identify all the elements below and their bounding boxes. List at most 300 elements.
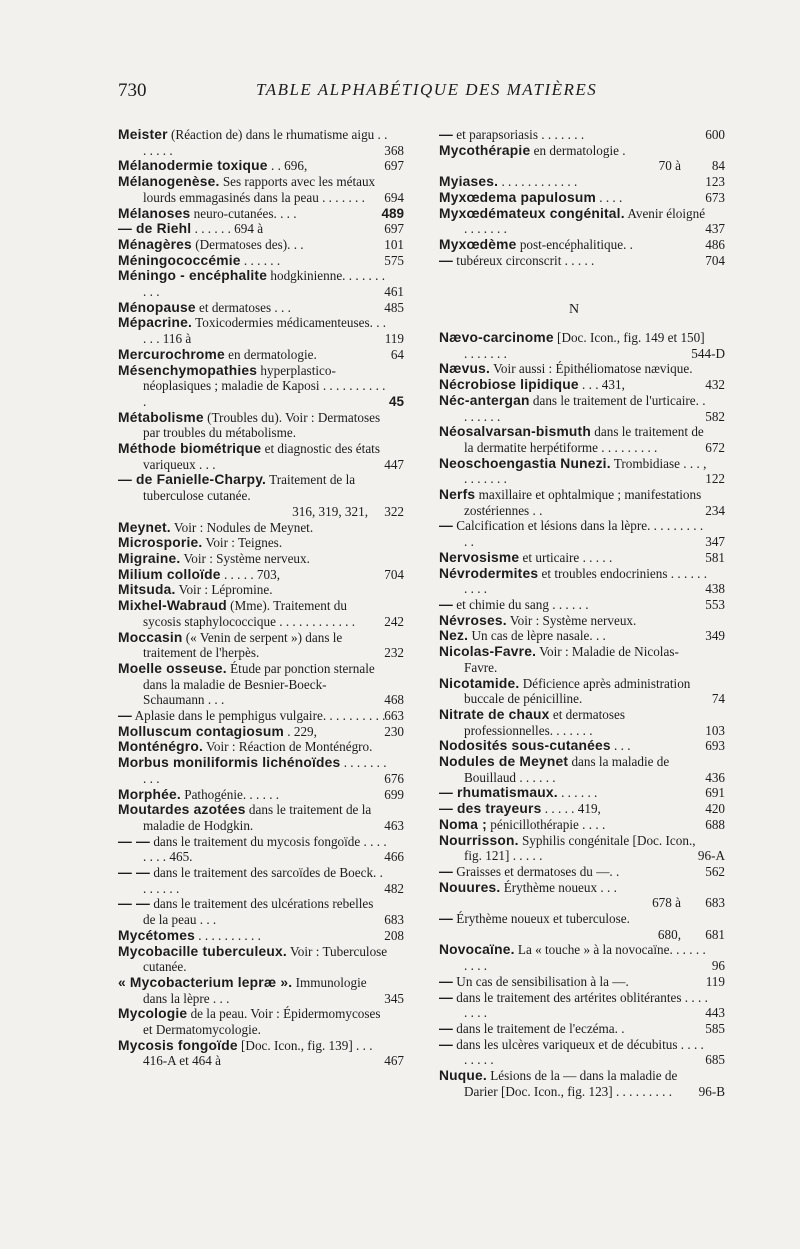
- index-entry: [118, 708, 404, 724]
- entry-page: 96-B: [698, 1083, 725, 1099]
- index-entry: [118, 205, 404, 222]
- entry-page: 208: [384, 927, 404, 943]
- entry-page: 485: [384, 299, 404, 315]
- entry-term: Microsporie.: [118, 535, 203, 551]
- entry-text: pénicillothérapie . . . .: [490, 816, 606, 832]
- entry-page: 697: [384, 158, 404, 174]
- index-entry: [118, 158, 404, 174]
- entry-text: Déficience après administration buccale de pénicilline.: [464, 675, 691, 707]
- entry-term: Nez.: [439, 628, 469, 644]
- entry-term: Mélanodermie toxique: [118, 158, 268, 174]
- entry-term: —: [118, 708, 132, 724]
- entry-page-range: [464, 895, 725, 911]
- entry-page: 119: [384, 331, 404, 347]
- entry-text: La « touche » à la novocaïne. . . . . . . . . .: [464, 942, 706, 974]
- index-entry: [118, 346, 404, 363]
- entry-term: Meynet.: [118, 519, 171, 535]
- index-entry: [439, 549, 725, 566]
- entry-text: Érythème noueux . . .: [503, 879, 617, 895]
- entry-term: Névrodermites: [439, 565, 539, 581]
- index-entry: [439, 989, 725, 1021]
- entry-term: — —: [118, 833, 151, 849]
- entry-text: (Dermatoses des). . .: [195, 236, 304, 252]
- entry-text: et dermatoses . . .: [199, 299, 291, 315]
- index-entry: [118, 582, 388, 598]
- entry-term: Nicolas-Favre.: [439, 644, 537, 660]
- entry-text: Voir : Système nerveux.: [183, 550, 310, 566]
- entry-text: Calcification et lésions dans la lèpre. . . . . . . . . . .: [456, 518, 704, 550]
- index-entry: [439, 816, 725, 833]
- page-number: 730: [118, 80, 147, 101]
- entry-term: Nervosisme: [439, 549, 520, 565]
- index-entry: [439, 377, 725, 393]
- entry-page: 697: [384, 221, 404, 237]
- index-entry: [439, 189, 725, 206]
- entry-text: (« Venin de serpent ») dans le traitement de l'herpès.: [143, 629, 343, 661]
- entry-page: 101: [384, 236, 404, 252]
- entry-term: Néosalvarsan-bismuth: [439, 424, 591, 440]
- index-entry: [118, 896, 404, 928]
- entry-text: maxillaire et ophtalmique ; manifestations zostériennes . .: [464, 487, 702, 518]
- entry-text: . . . . . . . . . .: [143, 755, 387, 786]
- entry-text: Voir : Maladie de Nicolas-Favre.: [464, 644, 679, 675]
- entry-text: Avenir éloigné . . . . . . .: [464, 205, 706, 237]
- index-entry: [439, 738, 725, 754]
- entry-text: de la peau. Voir : Épidermomycoses et Dermatomycologie.: [143, 1006, 381, 1038]
- entry-text: . . . 431,: [582, 377, 625, 393]
- entry-term: Mercurochrome: [118, 346, 225, 362]
- entry-text: et dermatoses professionnelles. . . . . . .: [464, 706, 625, 738]
- entry-page: 704: [705, 252, 725, 268]
- m-entries-continued: [439, 127, 725, 268]
- index-entry: [118, 520, 388, 536]
- entry-page: 468: [384, 692, 404, 708]
- entry-term: —: [439, 252, 453, 268]
- index-entry: [439, 973, 725, 990]
- entry-text: Voir : Lépromine.: [178, 582, 273, 598]
- entry-text: en dermatologie .: [533, 142, 626, 158]
- index-entry: [439, 879, 725, 911]
- entry-term: —: [439, 127, 453, 142]
- entry-text: Érythème noueux et tuberculose.: [456, 911, 630, 927]
- index-entry: [118, 833, 404, 865]
- index-entry: [118, 755, 404, 786]
- entry-text: hyperplastico-néoplasiques ; maladie de Kaposi . . . . . . . . . . .: [143, 362, 386, 409]
- entry-text: . . . .: [599, 189, 623, 205]
- entry-term: —: [439, 518, 453, 534]
- index-entry: [439, 942, 725, 974]
- running-header: [118, 80, 718, 104]
- index-entry: [118, 660, 404, 708]
- entry-term: Morbus moniliformis lichénoïdes: [118, 755, 341, 771]
- index-entry: [118, 299, 404, 316]
- entry-term: Meister: [118, 127, 168, 142]
- index-entry: [118, 1037, 404, 1069]
- index-entry: [118, 252, 404, 269]
- index-entry: [118, 865, 404, 896]
- entry-text: Étude par ponction sternale dans la maladie de Besnier-Boeck-Schaumann . . .: [143, 660, 375, 708]
- entry-term: — de Fanielle-Charpy.: [118, 472, 267, 488]
- entry-page: 96: [711, 958, 725, 974]
- entry-term: Nuque.: [439, 1068, 487, 1084]
- index-entry: [439, 754, 725, 785]
- entry-term: Névroses.: [439, 612, 507, 628]
- entry-term: Mycothérapie: [439, 142, 531, 158]
- entry-page-prefix: 678 à: [652, 895, 681, 911]
- entry-page: 482: [384, 880, 404, 896]
- entry-page: 347: [705, 534, 725, 550]
- entry-text: [Doc. Icon., fig. 139] . . . 416-A et 464 à: [143, 1037, 373, 1069]
- entry-page: 553: [705, 596, 725, 612]
- index-entry: [118, 598, 404, 629]
- entry-text: dans la maladie de Bouillaud . . . . . .: [464, 754, 670, 785]
- entry-term: Moutardes azotées: [118, 802, 246, 818]
- entry-page: 673: [705, 189, 725, 205]
- entry-text: et urticaire . . . . .: [522, 549, 613, 565]
- entry-term: Monténégro.: [118, 739, 203, 755]
- entry-term: Méningo - encéphalite: [118, 268, 268, 284]
- entry-term: — —: [118, 896, 151, 912]
- entry-text: (Mme). Traitement du sycosis staphylococcique . . . . . . . . . . . .: [143, 598, 356, 629]
- entry-page: 694: [384, 189, 404, 205]
- entry-term: Novocaïne.: [439, 942, 515, 958]
- entry-term: Néc-antergan: [439, 392, 530, 408]
- index-entry: [439, 832, 725, 864]
- index-entry: [118, 221, 404, 237]
- entry-page: 96-A: [697, 848, 725, 864]
- entry-text: dans les ulcères variqueux et de décubitus . . . . . . . . .: [456, 1036, 704, 1068]
- entry-page-range: [464, 158, 725, 174]
- entry-term: Nécrobiose lipidique: [439, 377, 579, 393]
- entry-text: . . . . . .: [561, 785, 598, 801]
- entry-page: 45: [388, 393, 404, 409]
- left-column: [118, 127, 404, 1069]
- entry-page: 436: [705, 769, 725, 785]
- entry-term: Myxœdémateux congénital.: [439, 205, 625, 221]
- entry-page: 64: [390, 346, 404, 362]
- entry-term: Mycosis fongoïde: [118, 1037, 238, 1053]
- entry-page: 489: [381, 205, 404, 221]
- entry-text: Immunologie dans la lèpre . . .: [143, 974, 367, 1006]
- entry-text: Lésions de la — dans la maladie de Darier [Doc. Icon., fig. 123] . . . . . . . . .: [464, 1068, 678, 1099]
- index-entry: [439, 1036, 725, 1068]
- entry-page: 349: [705, 628, 725, 644]
- entry-page: 467: [384, 1053, 404, 1069]
- entry-page: 463: [384, 817, 404, 833]
- index-entry: [118, 802, 404, 833]
- entry-term: Nitrate de chaux: [439, 706, 550, 722]
- entry-page: 582: [705, 408, 725, 424]
- entry-text: . . . . . . . . . . . .: [501, 174, 578, 190]
- entry-term: Myxœdème: [439, 236, 517, 252]
- entry-page: 699: [384, 786, 404, 802]
- entry-text: . . . . . . . . . .: [198, 927, 261, 943]
- index-entry: [439, 801, 725, 817]
- entry-text: Traitement de la tuberculose cutanée.: [143, 472, 356, 504]
- entry-text: tubéreux circonscrit . . . . .: [456, 252, 595, 268]
- index-entry: [118, 472, 388, 503]
- index-entry: [118, 944, 388, 975]
- entry-page: 447: [384, 456, 404, 472]
- entry-term: —: [439, 1020, 453, 1036]
- entry-term: Mitsuda.: [118, 582, 176, 598]
- entry-page: 683: [384, 912, 404, 928]
- entry-term: Nourrisson.: [439, 832, 519, 848]
- entry-term: « Mycobacterium lepræ ».: [118, 974, 293, 990]
- entry-page: 119: [705, 973, 725, 989]
- index-entry: [439, 455, 725, 487]
- right-column: [439, 127, 725, 1099]
- index-entry: [118, 1006, 388, 1037]
- entry-text: . . . . . . 694 à: [194, 221, 264, 237]
- entry-text: Voir : Teignes.: [205, 535, 283, 551]
- entry-text: Trombidiase . . . , . . . . . . .: [464, 455, 707, 487]
- index-entry: [439, 424, 725, 455]
- entry-page: 466: [384, 849, 404, 865]
- entry-text: Ses rapports avec les métaux lourds emmagasinés dans la peau . . . . . . .: [143, 174, 376, 205]
- entry-text: et diagnostic des états variqueux . . .: [143, 441, 380, 472]
- entry-page: 685: [705, 1052, 725, 1068]
- entry-text: neuro-cutanées. . . .: [193, 205, 297, 221]
- index-entry: [118, 174, 404, 205]
- entry-text: et troubles endocriniens . . . . . . . . . .: [464, 565, 708, 597]
- entry-page: 84: [711, 158, 725, 174]
- index-entry: [118, 441, 404, 472]
- index-entry: [118, 268, 404, 300]
- index-entry: [439, 487, 725, 518]
- entry-text: dans le traitement de la maladie de Hodgkin.: [143, 802, 372, 833]
- entry-term: Nævus.: [439, 361, 491, 377]
- entry-page: 74: [711, 691, 725, 707]
- entry-page: 683: [705, 895, 725, 911]
- entry-term: Molluscum contagiosum: [118, 723, 284, 739]
- entry-text: et parapsoriasis . . . . . . .: [456, 127, 585, 142]
- entry-term: Nerfs: [439, 487, 476, 503]
- entry-text: Graisses et dermatoses du —. .: [456, 863, 620, 879]
- entry-term: —: [439, 973, 453, 989]
- index-entry: [118, 566, 404, 583]
- entry-page: 693: [705, 738, 725, 754]
- index-entry: [118, 739, 388, 755]
- entry-term: Nicotamide.: [439, 675, 520, 691]
- index-entry: [118, 927, 404, 944]
- entry-term: — rhumatismaux.: [439, 785, 558, 801]
- entry-page: 345: [384, 990, 404, 1006]
- entry-text: (Réaction de) dans le rhumatisme aigu . . . . . . .: [143, 127, 388, 158]
- entry-term: Méningococcémie: [118, 252, 241, 268]
- index-entry: [439, 361, 709, 377]
- entry-page: 676: [384, 770, 404, 786]
- entry-text: Voir : Réaction de Monténégro.: [206, 739, 373, 755]
- entry-page: 581: [705, 549, 725, 565]
- entry-page: 230: [384, 723, 404, 739]
- entry-text: dans le traitement de la dermatite herpétiforme . . . . . . . . .: [464, 424, 704, 455]
- entry-page: 486: [705, 236, 725, 252]
- entry-term: Ménagères: [118, 236, 192, 252]
- entry-term: Migraine.: [118, 550, 181, 566]
- entry-page: 368: [384, 142, 404, 158]
- entry-page: 681: [705, 926, 725, 942]
- entry-page: 461: [384, 284, 404, 300]
- entry-page: 234: [705, 502, 725, 518]
- index-entry: [118, 974, 404, 1006]
- index-entry: [118, 236, 404, 253]
- entry-text: . . 696,: [270, 158, 308, 174]
- index-entry: [439, 174, 725, 190]
- entry-text: en dermatologie.: [228, 346, 317, 362]
- index-entry: [439, 565, 725, 597]
- entry-term: Noma ;: [439, 816, 487, 832]
- entry-text: Voir aussi : Épithéliomatose nævique.: [493, 361, 693, 377]
- n-entries: [439, 330, 725, 1099]
- entry-page: 443: [705, 1005, 725, 1021]
- entry-text: . . . . . .: [243, 252, 281, 268]
- entry-term: Moelle osseuse.: [118, 660, 227, 676]
- entry-page: 437: [705, 221, 725, 237]
- entry-page: 322: [384, 503, 404, 519]
- index-entry: [439, 236, 725, 253]
- entry-term: Méthode biométrique: [118, 441, 262, 457]
- index-entry: [118, 723, 404, 740]
- entry-page: 432: [705, 377, 725, 393]
- entry-text: Aplasie dans le pemphigus vulgaire. . . . . . . . . .: [134, 708, 386, 724]
- entry-term: —: [439, 596, 453, 612]
- index-entry: [118, 127, 404, 158]
- entry-page: 232: [384, 645, 404, 661]
- entry-term: — de Riehl: [118, 221, 192, 237]
- entry-page: 600: [705, 127, 725, 142]
- entry-term: —: [439, 911, 453, 927]
- entry-term: Mépacrine.: [118, 315, 193, 331]
- entry-page: 122: [705, 471, 725, 487]
- entry-text: dans le traitement des artérites oblitérantes . . . . . . . .: [456, 989, 708, 1021]
- entry-term: Myiases.: [439, 174, 499, 190]
- index-entry: [439, 330, 725, 361]
- entry-page: 575: [384, 252, 404, 268]
- index-entry: [439, 675, 725, 707]
- index-entry: [439, 644, 709, 675]
- entry-page: 672: [705, 439, 725, 455]
- entry-term: Nodules de Meynet: [439, 754, 569, 770]
- entry-text: hodgkinienne. . . . . . . . . .: [143, 268, 386, 300]
- entry-page-prefix: 680,: [657, 926, 681, 942]
- index-entry: [439, 518, 725, 550]
- entry-term: Mélanoses: [118, 205, 191, 221]
- entry-text: . . .: [614, 738, 631, 754]
- entry-text: dans le traitement des ulcérations rebelles de la peau . . .: [143, 896, 374, 928]
- entry-term: Mélanogenèse.: [118, 174, 220, 190]
- entry-page: 562: [705, 863, 725, 879]
- entry-text: Un cas de lèpre nasale. . .: [471, 628, 606, 644]
- index-entry: [118, 410, 388, 441]
- entry-text: 316, 319, 321,: [292, 503, 368, 519]
- entry-term: Métabolisme: [118, 409, 204, 425]
- index-entry: [439, 863, 725, 880]
- running-title: TABLE ALPHABÉTIQUE DES MATIÈRES: [256, 80, 598, 99]
- entry-text: Pathogénie. . . . . .: [184, 786, 280, 802]
- entry-page: 103: [705, 722, 725, 738]
- entry-term: — —: [118, 865, 151, 881]
- entry-term: Neoschoengastia Nunezi.: [439, 455, 611, 471]
- entry-text: . 229,: [287, 723, 317, 739]
- entry-term: Morphée.: [118, 786, 181, 802]
- entry-term: Mycétomes: [118, 927, 195, 943]
- index-entry: [439, 706, 725, 738]
- entry-term: Mycologie: [118, 1006, 188, 1022]
- entry-page: 242: [384, 613, 404, 629]
- index-entry: [118, 551, 388, 567]
- entry-term: Nouures.: [439, 879, 501, 895]
- index-entry: [118, 786, 404, 803]
- index-entry: [439, 613, 709, 629]
- entry-term: —: [439, 989, 453, 1005]
- entry-term: —: [439, 863, 453, 879]
- index-entry: [439, 142, 725, 174]
- entry-text: Toxicodermies médicamenteuses. . . . . . 116 à: [143, 315, 387, 347]
- entry-term: Moccasin: [118, 629, 183, 645]
- index-entry: [118, 629, 404, 661]
- entry-term: — des trayeurs: [439, 801, 542, 817]
- entry-text: dans le traitement de l'eczéma. .: [456, 1020, 625, 1036]
- entry-page: 123: [705, 174, 725, 190]
- entry-text: post-encéphalitique. .: [519, 236, 633, 252]
- entry-page: 691: [705, 785, 725, 801]
- entry-term: Myxœdema papulosum: [439, 189, 596, 205]
- entry-text: Voir : Tuberculose cutanée.: [143, 943, 388, 975]
- entry-text: . . . . . 703,: [223, 566, 280, 582]
- index-entry: [118, 503, 404, 520]
- entry-text: et chimie du sang . . . . . .: [456, 596, 589, 612]
- entry-page: 688: [705, 816, 725, 832]
- index-entry: [439, 628, 725, 644]
- index-entry: [118, 315, 404, 347]
- entry-text: Voir : Système nerveux.: [509, 612, 637, 628]
- index-entry: [439, 785, 725, 801]
- index-entry: [118, 362, 404, 410]
- index-entry: [439, 1020, 725, 1037]
- entry-text: Voir : Nodules de Meynet.: [173, 519, 314, 535]
- section-letter: N: [568, 302, 580, 318]
- index-entry: [439, 127, 725, 143]
- entry-page: 544-D: [691, 345, 725, 361]
- entry-text: dans le traitement du mycosis fongoïde . . . . . . . . 465.: [143, 833, 387, 865]
- entry-page: 420: [705, 801, 725, 817]
- index-entry: [439, 1068, 725, 1099]
- index-entry: [439, 392, 725, 424]
- entry-text: dans le traitement des sarcoïdes de Boeck. . . . . . . .: [143, 865, 383, 896]
- entry-text: [Doc. Icon., fig. 149 et 150] . . . . . . .: [464, 330, 705, 361]
- entry-term: Ménopause: [118, 299, 196, 315]
- index-entry: [439, 596, 725, 613]
- entry-page: 585: [705, 1020, 725, 1036]
- index-entry: [118, 535, 388, 551]
- entry-page-range: [464, 927, 725, 943]
- index-entry: [439, 205, 725, 237]
- entry-term: Mycobacille tuberculeux.: [118, 943, 287, 959]
- entry-text: Syphilis congénitale [Doc. Icon., fig. 121] . . . . .: [464, 832, 696, 864]
- entry-term: Nævo-carcinome: [439, 330, 554, 346]
- entry-page: 438: [705, 581, 725, 597]
- entry-term: Nodosités sous-cutanées: [439, 738, 611, 754]
- entry-term: Mixhel-Wabraud: [118, 598, 227, 614]
- entry-term: Milium colloïde: [118, 566, 221, 582]
- entry-term: —: [439, 1036, 453, 1052]
- index-entry: [439, 911, 725, 942]
- entry-text: Un cas de sensibilisation à la —.: [456, 973, 629, 989]
- entry-text: (Troubles du). Voir : Dermatoses par troubles du métabolisme.: [143, 409, 381, 441]
- entry-page-prefix: 70 à: [658, 158, 681, 174]
- index-entry: [439, 252, 725, 269]
